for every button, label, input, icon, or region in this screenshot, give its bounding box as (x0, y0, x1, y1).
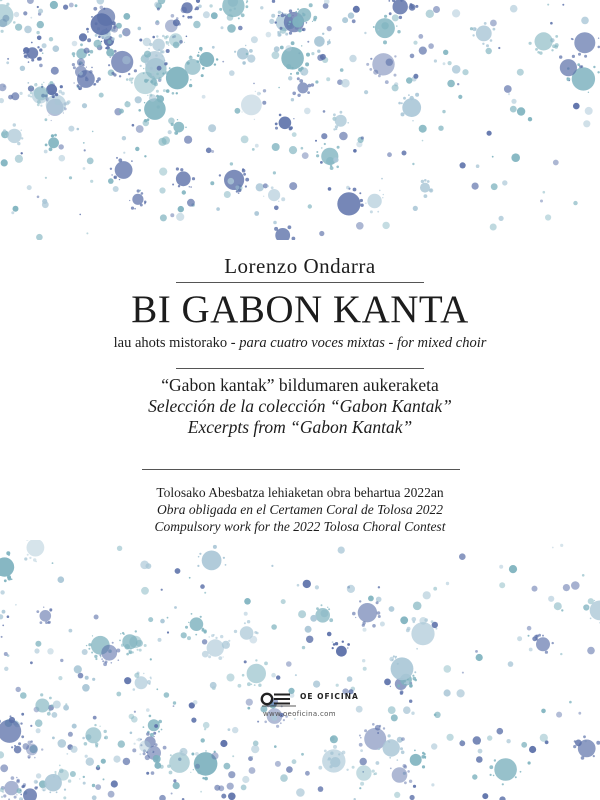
work-title: BI GABON KANTA (131, 288, 469, 331)
voicing-subtitle (0, 335, 600, 352)
selection-english: Excerpts from “Gabon Kantak” (187, 417, 413, 437)
selection-spanish: Selección de la colección “Gabon Kantak” (148, 396, 452, 416)
contest-basque: Tolosako Abesbatza lehiaketan obra behartua 2022an (156, 485, 444, 500)
selection-note (0, 375, 600, 438)
contest-spanish: Obra obligada en el Certamen Coral de Tolosa 2022 (156, 502, 443, 517)
composer-name: Lorenzo Ondarra (224, 254, 376, 278)
divider-middle (176, 368, 424, 369)
contest-note (0, 484, 600, 535)
contest-english: Compulsory work for the 2022 Tolosa Choral Contest (154, 519, 446, 534)
selection-basque: “Gabon kantak” bildumaren aukeraketa (161, 375, 439, 395)
voicing-translations: para cuatro voces mixtas - for mixed choir (239, 335, 487, 351)
ink-splatter-top (0, 0, 600, 240)
publisher-url[interactable]: www.oeoficina.com (263, 710, 336, 718)
divider-bottom (142, 469, 460, 470)
voicing-basque: lau ahots mistorako - (113, 335, 240, 351)
publisher-name: OE OFICINA (300, 692, 359, 701)
ink-splatter-bottom (0, 540, 600, 800)
divider-top (176, 282, 424, 283)
